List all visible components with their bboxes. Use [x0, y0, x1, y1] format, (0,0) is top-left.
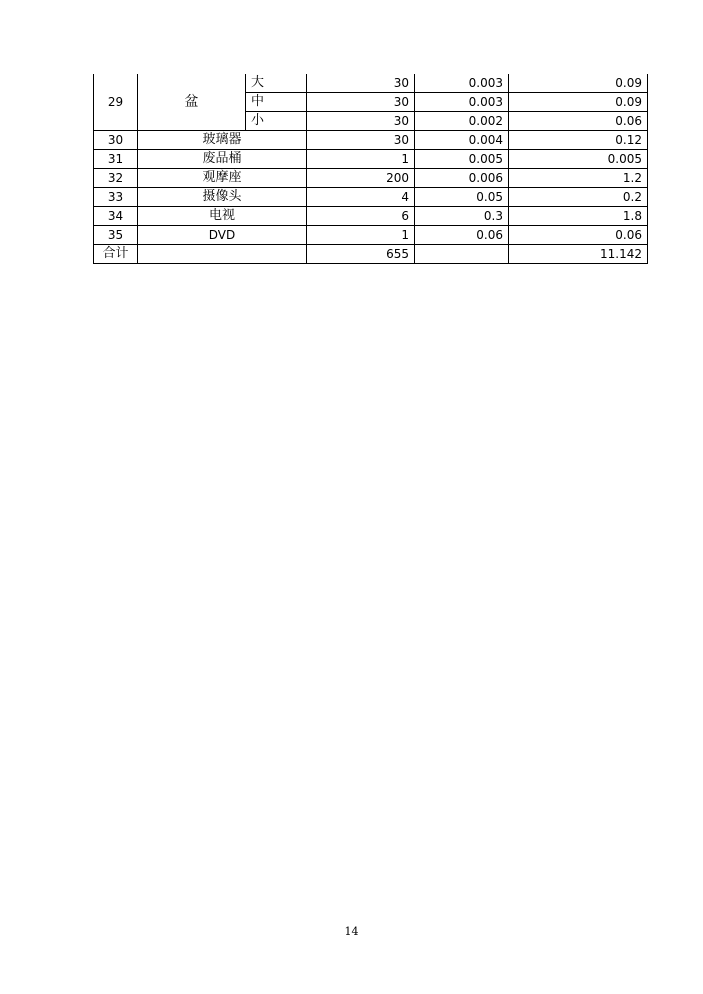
row-unit: 0.002	[415, 112, 509, 131]
row-total: 0.06	[509, 226, 648, 245]
row-index: 33	[94, 188, 138, 207]
table-row	[94, 226, 648, 245]
page-number: 14	[344, 925, 359, 938]
row-total: 0.09	[509, 93, 648, 112]
table-row	[94, 207, 648, 226]
row-total: 0.06	[509, 112, 648, 131]
row-size: 大	[246, 74, 307, 93]
row-unit: 0.005	[415, 150, 509, 169]
row-qty: 30	[307, 74, 415, 93]
row-index: 29	[94, 74, 138, 131]
row-unit: 0.004	[415, 131, 509, 150]
row-name: DVD	[138, 226, 307, 245]
row-unit: 0.003	[415, 74, 509, 93]
row-index: 31	[94, 150, 138, 169]
row-index: 32	[94, 169, 138, 188]
row-name: 电视	[138, 207, 307, 226]
row-name: 摄像头	[138, 188, 307, 207]
table-row	[94, 150, 648, 169]
row-qty: 30	[307, 93, 415, 112]
row-name: 盆	[138, 74, 246, 131]
row-size: 中	[246, 93, 307, 112]
row-unit: 0.05	[415, 188, 509, 207]
row-qty: 30	[307, 112, 415, 131]
row-total: 1.2	[509, 169, 648, 188]
row-size: 小	[246, 112, 307, 131]
summary-label: 合计	[94, 245, 138, 264]
row-total: 1.8	[509, 207, 648, 226]
row-qty: 30	[307, 131, 415, 150]
row-name: 观摩座	[138, 169, 307, 188]
row-index: 30	[94, 131, 138, 150]
row-unit: 0.3	[415, 207, 509, 226]
summary-total: 11.142	[509, 245, 648, 264]
summary-row	[94, 245, 648, 264]
row-qty: 200	[307, 169, 415, 188]
summary-qty: 655	[307, 245, 415, 264]
row-total: 0.12	[509, 131, 648, 150]
row-unit: 0.06	[415, 226, 509, 245]
row-unit: 0.006	[415, 169, 509, 188]
summary-empty-cell	[138, 245, 307, 264]
row-unit: 0.003	[415, 93, 509, 112]
row-total: 0.2	[509, 188, 648, 207]
row-qty: 1	[307, 150, 415, 169]
table-row	[94, 188, 648, 207]
row-total: 0.09	[509, 74, 648, 93]
table-row	[94, 169, 648, 188]
row-name: 玻璃器	[138, 131, 307, 150]
row-index: 35	[94, 226, 138, 245]
row-qty: 1	[307, 226, 415, 245]
equipment-table	[93, 74, 648, 264]
row-qty: 4	[307, 188, 415, 207]
table-row	[94, 74, 648, 93]
summary-empty-cell	[415, 245, 509, 264]
table-row	[94, 131, 648, 150]
row-qty: 6	[307, 207, 415, 226]
row-name: 废品桶	[138, 150, 307, 169]
row-total: 0.005	[509, 150, 648, 169]
row-index: 34	[94, 207, 138, 226]
